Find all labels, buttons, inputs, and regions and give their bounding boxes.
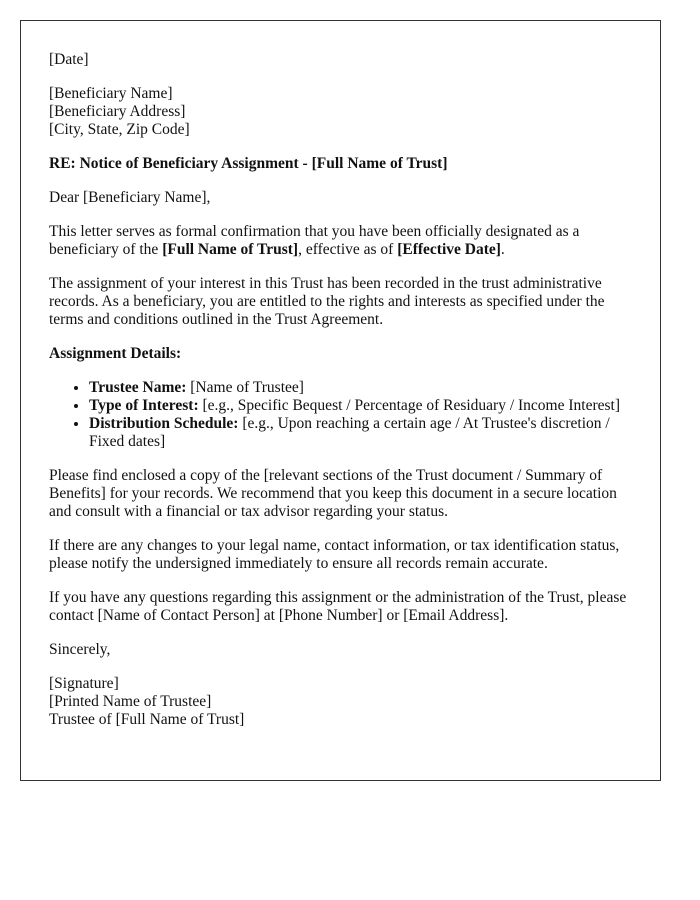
salutation: Dear [Beneficiary Name], bbox=[49, 189, 211, 206]
paragraph-confirmation-text-after: . bbox=[500, 241, 505, 258]
paragraph-changes: If there are any changes to your legal name, contact information, or tax identification status, please notify the undersigned immediately to ensure all records remain accurate. bbox=[49, 537, 620, 572]
assignment-details-heading: Assignment Details: bbox=[49, 345, 182, 362]
paragraph-contact: If you have any questions regarding this assignment or the administration of the Trust, please contact [Name of Contact Person] at [Phone Number] or [Email Address]. bbox=[49, 589, 627, 624]
recipient-name: [Beneficiary Name] bbox=[49, 85, 173, 102]
detail-item-distribution-schedule bbox=[89, 415, 632, 451]
recipient-address: [Beneficiary Address] bbox=[49, 103, 186, 120]
letter-document bbox=[20, 20, 661, 781]
detail-label: Distribution Schedule: bbox=[89, 415, 239, 432]
effective-date: [Effective Date] bbox=[397, 241, 501, 258]
trustee-title: Trustee of [Full Name of Trust] bbox=[49, 711, 245, 728]
paragraph-confirmation-text-middle: , effective as of bbox=[298, 241, 398, 258]
detail-value: [e.g., Upon reaching a certain age / At Trustee's discretion / Fixed dates] bbox=[89, 415, 610, 450]
trust-name: [Full Name of Trust] bbox=[162, 241, 299, 258]
recipient-address-block bbox=[49, 85, 632, 139]
subject-line: RE: Notice of Beneficiary Assignment - [Full Name of Trust] bbox=[49, 155, 448, 172]
letter-date: [Date] bbox=[49, 51, 89, 68]
closing: Sincerely, bbox=[49, 641, 111, 658]
paragraph-confirmation bbox=[49, 223, 632, 259]
detail-value: [Name of Trustee] bbox=[186, 379, 304, 396]
assignment-details-list bbox=[49, 379, 632, 451]
recipient-city-state-zip: [City, State, Zip Code] bbox=[49, 121, 190, 138]
paragraph-confirmation-text-before: This letter serves as formal confirmation that you have been officially designated as a beneficiary of the bbox=[49, 223, 580, 258]
paragraph-enclosure: Please find enclosed a copy of the [relevant sections of the Trust document / Summary of Benefits] for your records. We recommend that you keep this document in a secure location and consult with a financial or tax advisor regarding your status. bbox=[49, 467, 617, 520]
printed-name: [Printed Name of Trustee] bbox=[49, 693, 212, 710]
detail-item-type-of-interest bbox=[89, 397, 632, 415]
signature-placeholder: [Signature] bbox=[49, 675, 119, 692]
detail-item-trustee-name bbox=[89, 379, 632, 397]
detail-value: [e.g., Specific Bequest / Percentage of Residuary / Income Interest] bbox=[198, 397, 621, 414]
signature-block bbox=[49, 675, 632, 729]
detail-label: Trustee Name: bbox=[89, 379, 187, 396]
paragraph-recorded: The assignment of your interest in this Trust has been recorded in the trust administrative records. As a beneficiary, you are entitled to the rights and interests as specified under the terms and conditions outlined in the Trust Agreement. bbox=[49, 275, 605, 328]
detail-label: Type of Interest: bbox=[89, 397, 199, 414]
